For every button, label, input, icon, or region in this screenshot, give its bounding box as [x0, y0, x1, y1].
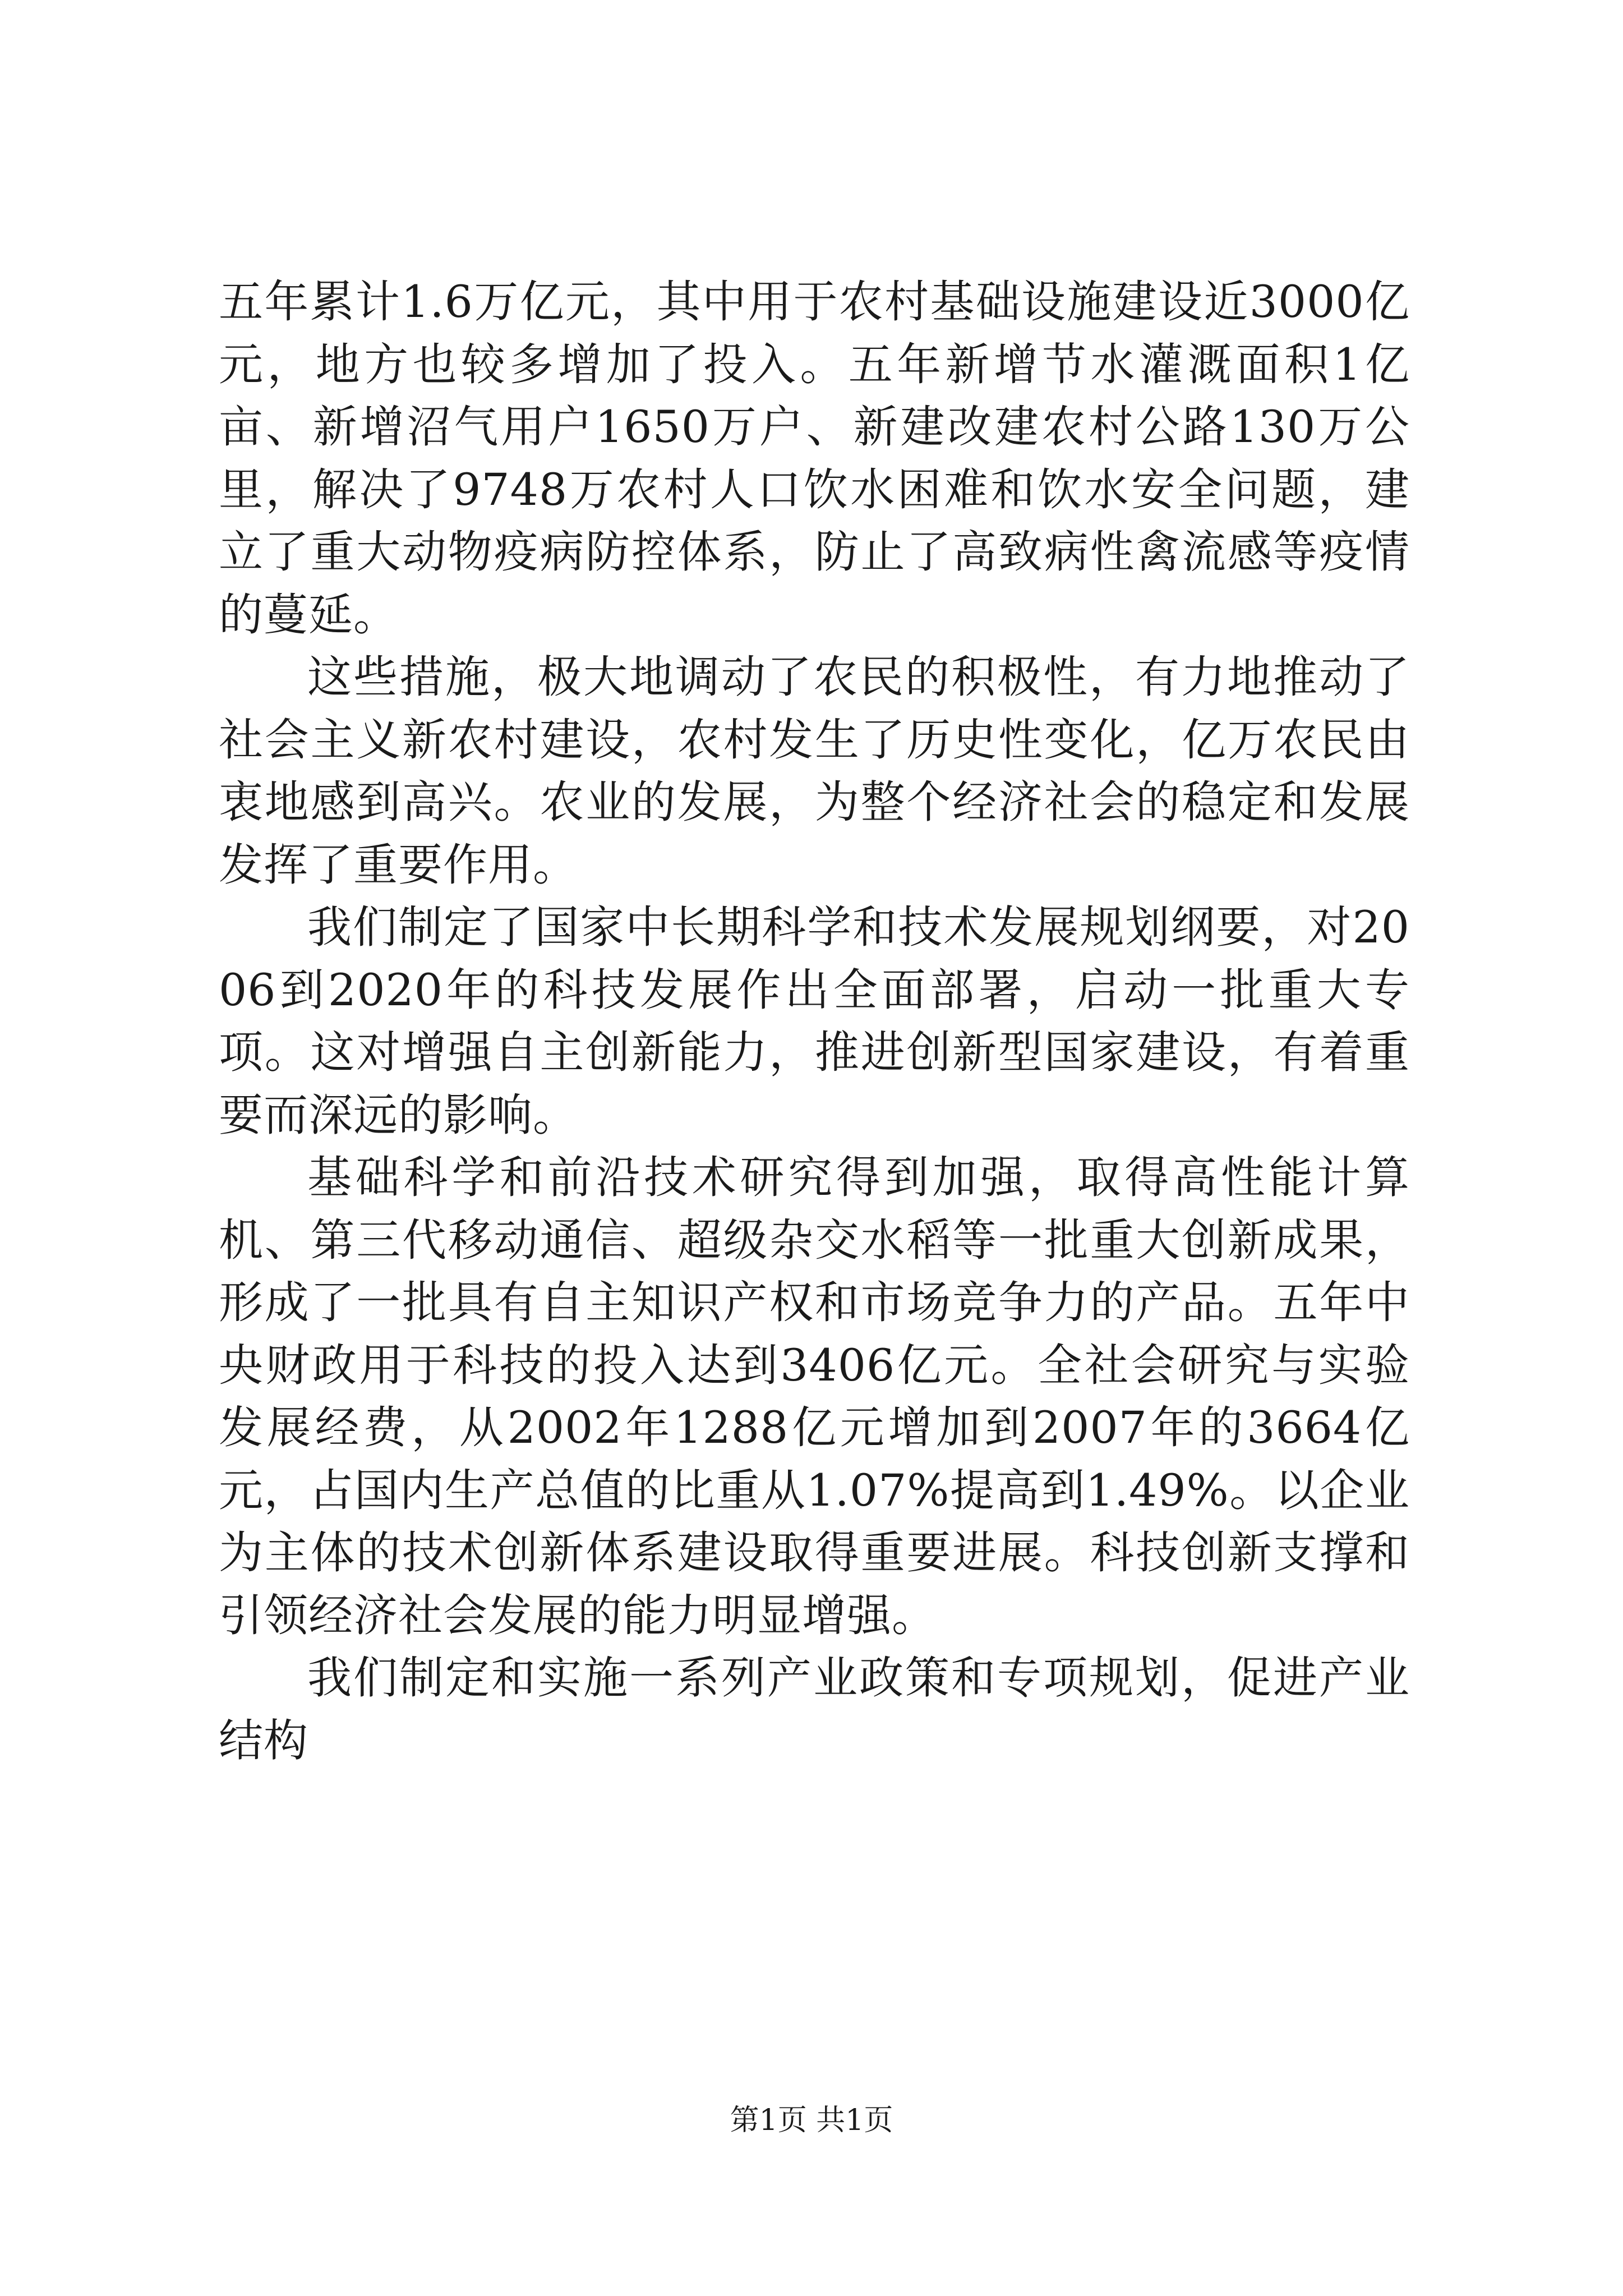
- page-footer: 第1页 共1页: [730, 2104, 893, 2137]
- paragraph-5: 我们制定和实施一系列产业政策和专项规划，促进产业结构: [219, 1652, 1410, 1766]
- paragraph-3: 我们制定了国家中长期科学和技术发展规划纲要，对2006到2020年的科技发展作出全面部署，启动一批重大专项。这对增强自主创新能力，推进创新型国家建设，有着重要而深远的影响。: [219, 901, 1410, 1141]
- paragraph-4: 基础科学和前沿技术研究得到加强，取得高性能计算机、第三代移动通信、超级杂交水稻等一批重大创新成果，形成了一批具有自主知识产权和市场竞争力的产品。五年中央财政用于科技的投入达到3406亿元。全社会研究与实验发展经费，从2002年1288亿元增加到2007年的3664亿元，占国内生产总值的比重从1.07%提高到1.49%。以企业为主体的技术创新体系建设取得重要进展。科技创新支撑和引领经济社会发展的能力明显增强。: [219, 1152, 1410, 1641]
- paragraph-1: 五年累计1.6万亿元，其中用于农村基础设施建设近3000亿元，地方也较多增加了投入。五年新增节水灌溉面积1亿亩、新增沼气用户1650万户、新建改建农村公路130万公里，解决了9748万农村人口饮水困难和饮水安全问题，建立了重大动物疫病防控体系，防止了高致病性禽流感等疫情的蔓延。: [219, 276, 1410, 641]
- paragraph-2: 这些措施，极大地调动了农民的积极性，有力地推动了社会主义新农村建设，农村发生了历史性变化，亿万农民由衷地感到高兴。农业的发展，为整个经济社会的稳定和发展发挥了重要作用。: [219, 651, 1410, 891]
- document-body: [219, 271, 1410, 1772]
